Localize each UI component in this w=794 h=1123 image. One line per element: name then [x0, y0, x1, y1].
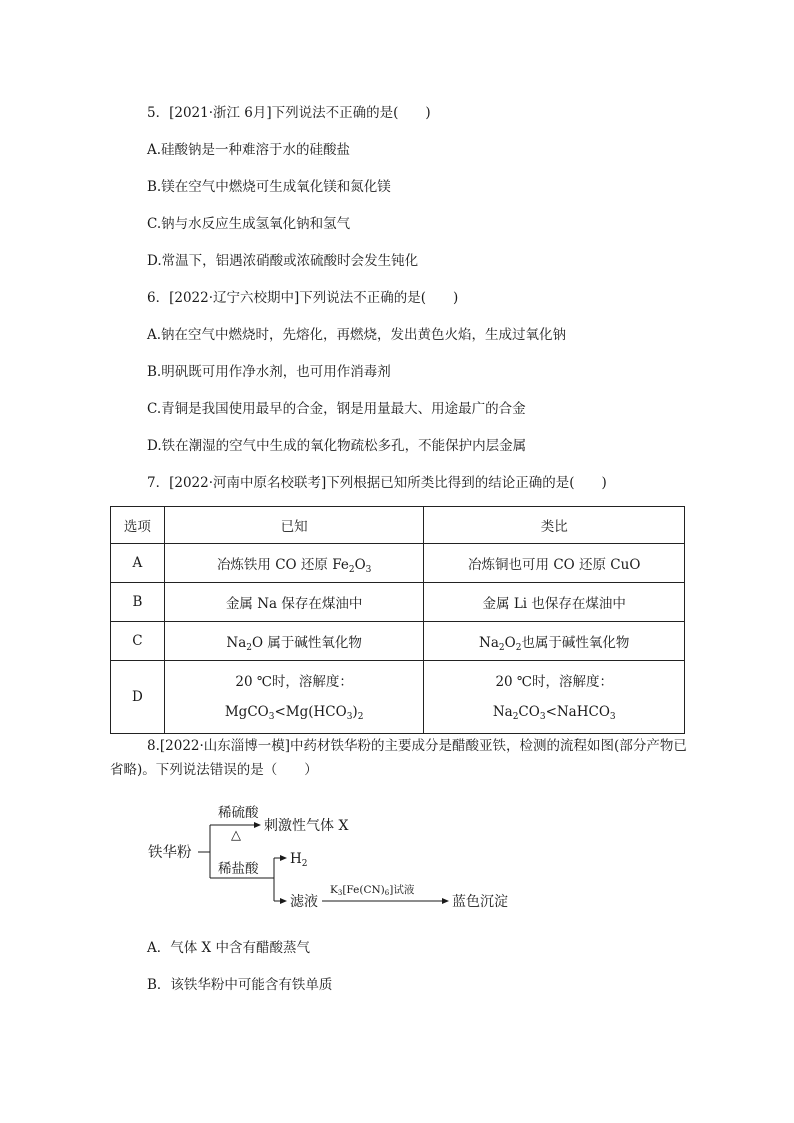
table-row: [111, 622, 685, 661]
flow-reagent2: 稀盐酸: [218, 861, 259, 877]
row-option: B: [111, 583, 165, 622]
q6-stem: 6．[2022·辽宁六校期中]下列说法不正确的是( ): [147, 290, 459, 306]
table-row: [111, 544, 685, 583]
flow-heat-symbol: △: [231, 828, 241, 843]
row-option: A: [111, 544, 165, 583]
table-row: [111, 661, 685, 734]
table-row: [111, 583, 685, 622]
header-analogy: 类比: [424, 507, 685, 544]
q7-table: [110, 506, 685, 734]
q8-flow-diagram: [140, 795, 540, 920]
q5-option-b: B.镁在空气中燃烧可生成氧化镁和氮化镁: [147, 179, 391, 195]
q5-option-d: D.常温下，铝遇浓硝酸或浓硫酸时会发生钝化: [147, 253, 419, 269]
row-known: 金属 Na 保存在煤油中: [164, 583, 424, 622]
q7-stem: 7．[2022·河南中原名校联考]下列根据已知所类比得到的结论正确的是( ): [147, 475, 607, 491]
row-known: $Na_2O$ 属于碱性氧化物: [164, 622, 424, 661]
header-option: 选项: [111, 507, 165, 544]
flow-start-label: 铁华粉: [148, 845, 192, 861]
flow-reagent1: 稀硫酸: [218, 805, 259, 821]
q6-option-d: D.铁在潮湿的空气中生成的氧化物疏松多孔，不能保护内层金属: [147, 438, 527, 454]
header-known: 已知: [164, 507, 424, 544]
row-option: D: [111, 661, 165, 734]
table-header-row: [111, 507, 685, 544]
flow-filtrate: 滤液: [290, 894, 318, 910]
q5-stem: 5．[2021·浙江 6月]下列说法不正确的是( ): [147, 105, 431, 121]
flow-h2: $H_2$: [290, 851, 308, 869]
q8-stem: 8.[2022·山东淄博一模]中药材铁华粉的主要成分是醋酸亚铁，检测的流程如图(部分产物已省略)。下列说法错误的是（ ）: [110, 738, 687, 778]
row-analogy: $Na_2O_2$也属于碱性氧化物: [424, 622, 685, 661]
row-analogy: 20 ℃时，溶解度： $Na_2CO_3<NaHCO_3$: [424, 661, 685, 734]
row-known: 20 ℃时，溶解度： $MgCO_3<Mg(HCO_3)_2$: [164, 661, 424, 734]
row-option: C: [111, 622, 165, 661]
q8-option-a: A．气体 X 中含有醋酸蒸气: [147, 940, 310, 956]
row-analogy: 冶炼铜也可用 CO 还原 CuO: [424, 544, 685, 583]
q5-option-c: C.钠与水反应生成氢氧化钠和氢气: [147, 216, 351, 232]
q6-option-a: A.钠在空气中燃烧时，先熔化，再燃烧，发出黄色火焰，生成过氧化钠: [147, 327, 567, 343]
q6-option-b: B.明矾既可用作净水剂，也可用作消毒剂: [147, 364, 391, 380]
flow-product3: 蓝色沉淀: [452, 894, 508, 910]
row-known: 冶炼铁用 CO 还原 $Fe_2O_3$: [164, 544, 424, 583]
row-analogy: 金属 Li 也保存在煤油中: [424, 583, 685, 622]
flow-reagent3: K3[Fe(CN)6]试液: [330, 884, 415, 897]
q6-option-c: C.青铜是我国使用最早的合金，钢是用量最大、用途最广的合金: [147, 401, 526, 417]
q8-option-b: B．该铁华粉中可能含有铁单质: [147, 977, 333, 993]
flow-product1: 刺激性气体 X: [264, 818, 349, 834]
q5-option-a: A.硅酸钠是一种难溶于水的硅酸盐: [147, 142, 351, 158]
